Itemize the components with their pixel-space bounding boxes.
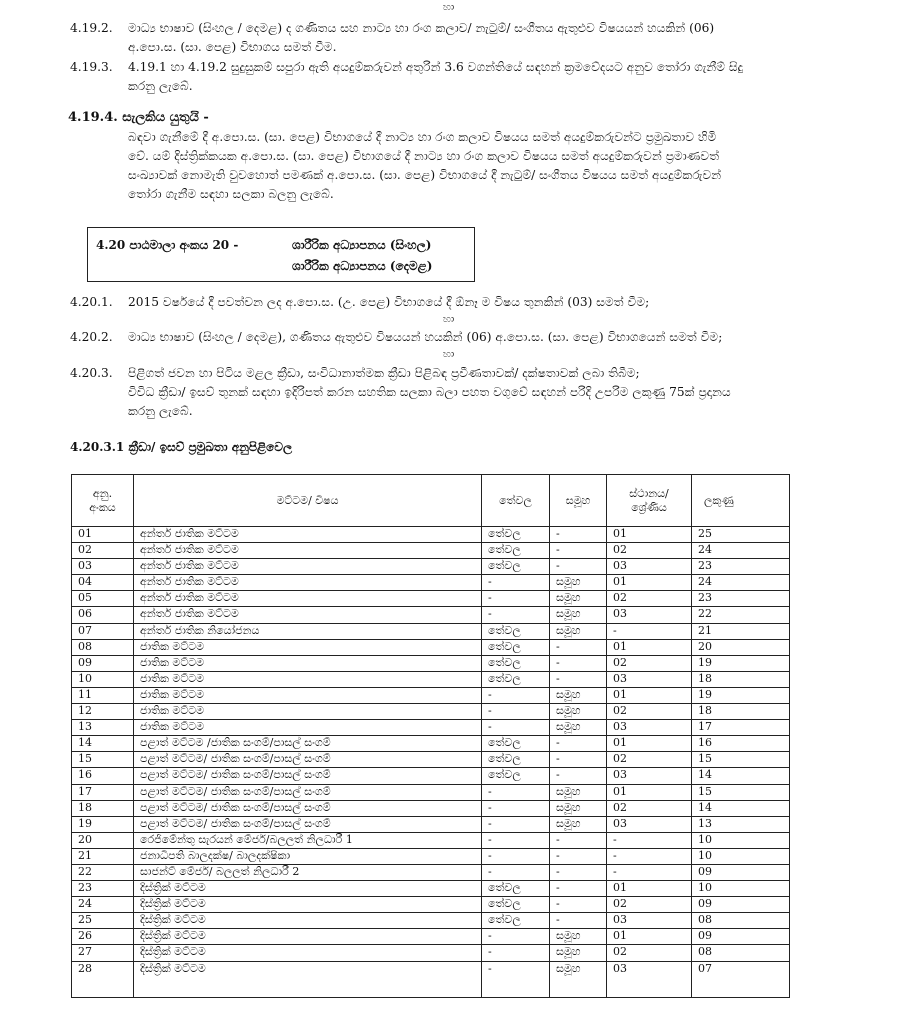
cell-level: පළාත් මට්ටම/ ජාතික සංගම්/පාසල් සංගම්	[134, 816, 482, 832]
cell-rank: 03	[607, 559, 692, 575]
cell-marks: 14	[692, 768, 790, 784]
table-row	[72, 687, 790, 703]
cell-individual: තේවල	[482, 768, 550, 784]
cell-team: -	[550, 864, 607, 880]
cell-marks: 09	[692, 897, 790, 913]
cell-serial: 01	[72, 527, 134, 543]
cell-rank: 03	[607, 961, 692, 997]
cell-individual: තේවල	[482, 623, 550, 639]
cell-level: අන්තර් ජාතික මට්ටම	[134, 527, 482, 543]
cell-serial: 20	[72, 832, 134, 848]
conjunction-1: හා	[443, 314, 455, 325]
cell-team: -	[550, 752, 607, 768]
cell-individual: තේවල	[482, 881, 550, 897]
cell-serial: 02	[72, 543, 134, 559]
cell-team: -	[550, 527, 607, 543]
cell-individual: තේවල	[482, 639, 550, 655]
clause-4202-number: 4.20.2.	[70, 330, 113, 344]
cell-individual: තේවල	[482, 527, 550, 543]
cell-team: සමූහ	[550, 784, 607, 800]
cell-serial: 14	[72, 736, 134, 752]
cell-marks: 17	[692, 720, 790, 736]
clause-4203-line2: විවිධ ක්‍රීඩා/ ඉසව් තුනක් සඳහා ඉදිරිපත් කරන සහතික සලකා බලා පහත වගුවේ සඳහන් පරිදි උපරිම ලකුණු 75ක් ප්‍රදානය	[128, 385, 731, 399]
cell-level: ජාතික මට්ටම	[134, 704, 482, 720]
cell-marks: 15	[692, 784, 790, 800]
cell-marks: 19	[692, 687, 790, 703]
header-marks: ලකුණු	[692, 475, 790, 527]
table-row	[72, 864, 790, 880]
cell-team: -	[550, 881, 607, 897]
cell-individual: -	[482, 800, 550, 816]
cell-team: සමූහ	[550, 929, 607, 945]
header-serial-line1: අනු.	[92, 486, 113, 500]
cell-team: -	[550, 543, 607, 559]
cell-rank: 01	[607, 687, 692, 703]
table-row	[72, 800, 790, 816]
cell-rank: 02	[607, 591, 692, 607]
cell-team: -	[550, 897, 607, 913]
cell-individual: -	[482, 704, 550, 720]
cell-serial: 17	[72, 784, 134, 800]
table-row	[72, 929, 790, 945]
cell-serial: 18	[72, 800, 134, 816]
clause-4203-number: 4.20.3.	[70, 366, 113, 380]
cell-marks: 24	[692, 543, 790, 559]
cell-level: ජාතික මට්ටම	[134, 720, 482, 736]
cell-marks: 23	[692, 591, 790, 607]
cell-level: අන්තර් ජාතික මට්ටම	[134, 543, 482, 559]
cell-serial: 22	[72, 864, 134, 880]
cell-team: සමූහ	[550, 704, 607, 720]
table-row	[72, 720, 790, 736]
cell-rank: 02	[607, 704, 692, 720]
cell-rank: 03	[607, 768, 692, 784]
cell-marks: 18	[692, 704, 790, 720]
cell-rank: 01	[607, 575, 692, 591]
cell-marks: 23	[692, 559, 790, 575]
cell-rank: 01	[607, 639, 692, 655]
cell-marks: 10	[692, 848, 790, 864]
cell-serial: 15	[72, 752, 134, 768]
cell-rank: 01	[607, 736, 692, 752]
cell-serial: 19	[72, 816, 134, 832]
cell-marks: 08	[692, 913, 790, 929]
header-team: සමූහ	[550, 475, 607, 527]
cell-level: දිස්ත්‍රික් මට්ටම	[134, 913, 482, 929]
note-line-2: වේ. යම් දිස්ත්‍රික්කයක අ.පො.ස. (සා. පෙළ) විභාගයේ දී නාට්‍ය හා රංග කලාව විෂයය සමත් අයදුම්කරුවන් ප්‍රමාණවත්	[128, 149, 720, 163]
table-row	[72, 881, 790, 897]
cell-individual: තේවල	[482, 655, 550, 671]
cell-rank: 02	[607, 800, 692, 816]
clause-4201-number: 4.20.1.	[70, 295, 113, 309]
cell-level: දිස්ත්‍රික් මට්ටම	[134, 929, 482, 945]
sports-priority-table	[71, 474, 790, 998]
cell-rank: 02	[607, 543, 692, 559]
cell-serial: 08	[72, 639, 134, 655]
cell-team: සමූහ	[550, 607, 607, 623]
header-individual: තේවල	[482, 475, 550, 527]
table-header-row	[72, 475, 790, 527]
cell-team: -	[550, 559, 607, 575]
cell-individual: -	[482, 575, 550, 591]
cell-individual: -	[482, 848, 550, 864]
course-name-sinhala: ශාරීරික අධ්‍යාපනය (සිංහල)	[292, 238, 432, 252]
course-box	[87, 227, 475, 282]
cell-individual: තේවල	[482, 897, 550, 913]
cell-rank: 01	[607, 527, 692, 543]
table-row	[72, 832, 790, 848]
cell-serial: 07	[72, 623, 134, 639]
cell-serial: 05	[72, 591, 134, 607]
table-row	[72, 768, 790, 784]
cell-serial: 21	[72, 848, 134, 864]
cell-rank: 03	[607, 607, 692, 623]
cell-rank: 01	[607, 784, 692, 800]
cell-marks: 20	[692, 639, 790, 655]
cell-rank: -	[607, 864, 692, 880]
clause-4192-line2: අ.පො.ස. (සා. පෙළ) විභාගය සමත් වීම.	[128, 40, 337, 54]
cell-team: -	[550, 832, 607, 848]
cell-team: -	[550, 768, 607, 784]
table-row	[72, 575, 790, 591]
table-row	[72, 559, 790, 575]
cell-individual: තේවල	[482, 913, 550, 929]
cell-level: අන්තර් ජාතික මට්ටම	[134, 559, 482, 575]
cell-individual: -	[482, 832, 550, 848]
cell-team: සමූහ	[550, 575, 607, 591]
cell-level: දිස්ත්‍රික් මට්ටම	[134, 897, 482, 913]
cell-individual: -	[482, 864, 550, 880]
cell-level: පළාත් මට්ටම /ජාතික සංගම්/පාසල් සංගම්	[134, 736, 482, 752]
cell-marks: 21	[692, 623, 790, 639]
cell-serial: 16	[72, 768, 134, 784]
cell-rank: 03	[607, 913, 692, 929]
cell-rank: 02	[607, 655, 692, 671]
clause-4202-text: මාධ්‍ය භාෂාව (සිංහල / දෙමළ), ගණිතය ඇතුළුව විෂයයන් හයකින් (06) අ.පො.ස. (සා. පෙළ) විභාගයෙන් සමත් වීම;	[128, 330, 723, 344]
header-rank-line2: ශ්‍රේණිය	[631, 500, 667, 514]
table-row	[72, 655, 790, 671]
cell-individual: -	[482, 687, 550, 703]
cell-level: රෙජිමේන්තු සැරයන් මේජර්/බලලත් නිලධාරී 1	[134, 832, 482, 848]
cell-team: -	[550, 913, 607, 929]
cell-level: සාජන්ට් මේජර්/ බලලත් නිලධාරී 2	[134, 864, 482, 880]
cell-level: දිස්ත්‍රික් මට්ටම	[134, 881, 482, 897]
cell-serial: 28	[72, 961, 134, 997]
cell-marks: 10	[692, 881, 790, 897]
cell-rank: 03	[607, 720, 692, 736]
table-row	[72, 591, 790, 607]
table-row	[72, 607, 790, 623]
cell-level: අන්තර් ජාතික මට්ටම	[134, 607, 482, 623]
cell-level: ජාතික මට්ටම	[134, 671, 482, 687]
cell-team: -	[550, 736, 607, 752]
cell-individual: -	[482, 607, 550, 623]
cell-rank: 03	[607, 816, 692, 832]
cell-level: ජාතික මට්ටම	[134, 639, 482, 655]
cell-individual: -	[482, 929, 550, 945]
cell-individual: තේවල	[482, 543, 550, 559]
cell-marks: 10	[692, 832, 790, 848]
cell-rank: -	[607, 832, 692, 848]
cell-individual: තේවල	[482, 671, 550, 687]
clause-4193-line1: 4.19.1 හා 4.19.2 සුදුසුකම් සපුරා ඇති අයදුම්කරුවන් අතුරින් 3.6 වගන්තියේ සඳහන් ක්‍රමවේදයට අනුව තෝරා ගැනීම් සිදු	[128, 60, 744, 74]
table-row	[72, 736, 790, 752]
cell-individual: -	[482, 784, 550, 800]
cell-serial: 03	[72, 559, 134, 575]
clause-4192-number: 4.19.2.	[70, 21, 113, 35]
cell-serial: 06	[72, 607, 134, 623]
header-serial-line2: අංකය	[89, 500, 116, 514]
clause-4201-text: 2015 වර්ෂයේ දී පවත්වන ලද අ.පො.ස. (උ. පෙළ) විභාගයේ දී ඕනෑ ම විෂය තුනකින් (03) සමත් වීම;	[128, 295, 650, 309]
cell-level: පළාත් මට්ටම/ ජාතික සංගම්/පාසල් සංගම්	[134, 800, 482, 816]
table-row	[72, 623, 790, 639]
clause-4193-line2: කරනු ලැබේ.	[128, 79, 193, 93]
cell-rank: 01	[607, 881, 692, 897]
cell-level: පළාත් මට්ටම/ ජාතික සංගම්/පාසල් සංගම්	[134, 784, 482, 800]
note-line-1: බඳවා ගැනීමේ දී අ.පො.ස. (සා. පෙළ) විභාගයේ දී නාට්‍ය හා රංග කලාව විෂයය සමත් අයදුම්කරුවන්ට ප්‍රමුඛතාව හිමි	[128, 130, 717, 144]
cell-individual: -	[482, 945, 550, 961]
cell-marks: 08	[692, 945, 790, 961]
course-number-label: 4.20 පාඨමාලා අංකය 20 -	[96, 238, 239, 252]
cell-team: සමූහ	[550, 945, 607, 961]
cell-individual: -	[482, 720, 550, 736]
cell-marks: 15	[692, 752, 790, 768]
cell-individual: තේවල	[482, 752, 550, 768]
cell-individual: -	[482, 591, 550, 607]
table-row	[72, 945, 790, 961]
cell-level: ජනාධිපති බාලදක්ෂ/ බාලදක්ෂිකා	[134, 848, 482, 864]
clause-4203-line3: කරනු ලැබේ.	[128, 404, 193, 418]
cell-marks: 19	[692, 655, 790, 671]
cell-serial: 13	[72, 720, 134, 736]
cell-level: පළාත් මට්ටම/ ජාතික සංගම්/පාසල් සංගම්	[134, 752, 482, 768]
cell-serial: 25	[72, 913, 134, 929]
table-row	[72, 961, 790, 997]
table-row	[72, 639, 790, 655]
header-rank	[607, 475, 692, 527]
table-title: 4.20.3.1 ක්‍රීඩා/ ඉසව් ප්‍රමුඛතා අනුපිළිවෙල	[70, 440, 293, 454]
table-row	[72, 704, 790, 720]
cell-rank: 02	[607, 897, 692, 913]
table-row	[72, 848, 790, 864]
cell-level: දිස්ත්‍රික් මට්ටම	[134, 961, 482, 997]
cell-rank: 02	[607, 945, 692, 961]
conjunction-2: හා	[443, 349, 455, 360]
cell-rank: 01	[607, 929, 692, 945]
cell-serial: 10	[72, 671, 134, 687]
cell-team: සමූහ	[550, 961, 607, 997]
clause-4194-heading: 4.19.4. සැලකිය යුතුයි -	[68, 110, 209, 125]
cell-level: ජාතික මට්ටම	[134, 687, 482, 703]
cell-individual: -	[482, 816, 550, 832]
cell-level: අන්තර් ජාතික මට්ටම	[134, 575, 482, 591]
cell-marks: 25	[692, 527, 790, 543]
cell-team: සමූහ	[550, 720, 607, 736]
cell-serial: 04	[72, 575, 134, 591]
cell-team: -	[550, 848, 607, 864]
cell-rank: 02	[607, 752, 692, 768]
cell-team: සමූහ	[550, 816, 607, 832]
table-row	[72, 897, 790, 913]
note-line-4: තෝරා ගැනීම සඳහා සලකා බලනු ලැබේ.	[128, 187, 334, 201]
header-serial-no	[72, 475, 134, 527]
cell-marks: 09	[692, 929, 790, 945]
table-row	[72, 784, 790, 800]
cell-serial: 09	[72, 655, 134, 671]
table-row	[72, 913, 790, 929]
table-row	[72, 671, 790, 687]
cell-serial: 23	[72, 881, 134, 897]
cell-individual: තේවල	[482, 559, 550, 575]
table-row	[72, 527, 790, 543]
cell-marks: 13	[692, 816, 790, 832]
cell-serial: 27	[72, 945, 134, 961]
cell-marks: 14	[692, 800, 790, 816]
conjunction-top: හා	[443, 2, 455, 13]
cell-team: සමූහ	[550, 800, 607, 816]
cell-marks: 07	[692, 961, 790, 997]
cell-marks: 09	[692, 864, 790, 880]
cell-level: ජාතික මට්ටම	[134, 655, 482, 671]
cell-team: -	[550, 639, 607, 655]
cell-team: සමූහ	[550, 591, 607, 607]
cell-team: -	[550, 655, 607, 671]
cell-rank: -	[607, 623, 692, 639]
cell-level: දිස්ත්‍රික් මට්ටම	[134, 945, 482, 961]
cell-marks: 22	[692, 607, 790, 623]
cell-level: පළාත් මට්ටම/ ජාතික සංගම්/පාසල් සංගම්	[134, 768, 482, 784]
table-row	[72, 816, 790, 832]
cell-marks: 24	[692, 575, 790, 591]
header-level: මට්ටම/ විෂය	[134, 475, 482, 527]
cell-team: සමූහ	[550, 687, 607, 703]
cell-individual: -	[482, 961, 550, 997]
cell-serial: 26	[72, 929, 134, 945]
cell-team: -	[550, 671, 607, 687]
cell-level: අන්තර් ජාතික නියෝජනය	[134, 623, 482, 639]
cell-marks: 18	[692, 671, 790, 687]
cell-serial: 12	[72, 704, 134, 720]
cell-marks: 16	[692, 736, 790, 752]
cell-individual: තේවල	[482, 736, 550, 752]
cell-serial: 24	[72, 897, 134, 913]
note-line-3: සංඛ්‍යාවක් නොමැති වුවහොත් පමණක් අ.පො.ස. (සා. පෙළ) විභාගයේ දී නැටුම්/ සංගීතය විෂයය සමත් අයදුම්කරුවන්	[128, 168, 722, 182]
cell-rank: 03	[607, 671, 692, 687]
table-row	[72, 543, 790, 559]
clause-4192-line1: මාධ්‍ය භාෂාව (සිංහල / දෙමළ) ද ගණිතය සහ නාට්‍ය හා රංග කලාව/ නැටුම්/ සංගීතය ඇතුළුව විෂයයන් හයකින් (06)	[128, 21, 715, 35]
cell-rank: -	[607, 848, 692, 864]
cell-serial: 11	[72, 687, 134, 703]
course-name-tamil: ශාරීරික අධ්‍යාපනය (දෙමළ)	[292, 259, 433, 273]
clause-4203-line1: පිළිගත් ජවන හා පිටිය මළල ක්‍රීඩා, සංවිධානාත්මක ක්‍රීඩා පිළිබඳ ප්‍රවීණතාවක්/ දක්ෂතාවක් ලබා තිබීම;	[128, 366, 640, 380]
header-rank-line1: ස්ථානය/	[629, 486, 669, 500]
clause-4193-number: 4.19.3.	[70, 60, 113, 74]
table-row	[72, 752, 790, 768]
cell-team: සමූහ	[550, 623, 607, 639]
cell-level: අන්තර් ජාතික මට්ටම	[134, 591, 482, 607]
